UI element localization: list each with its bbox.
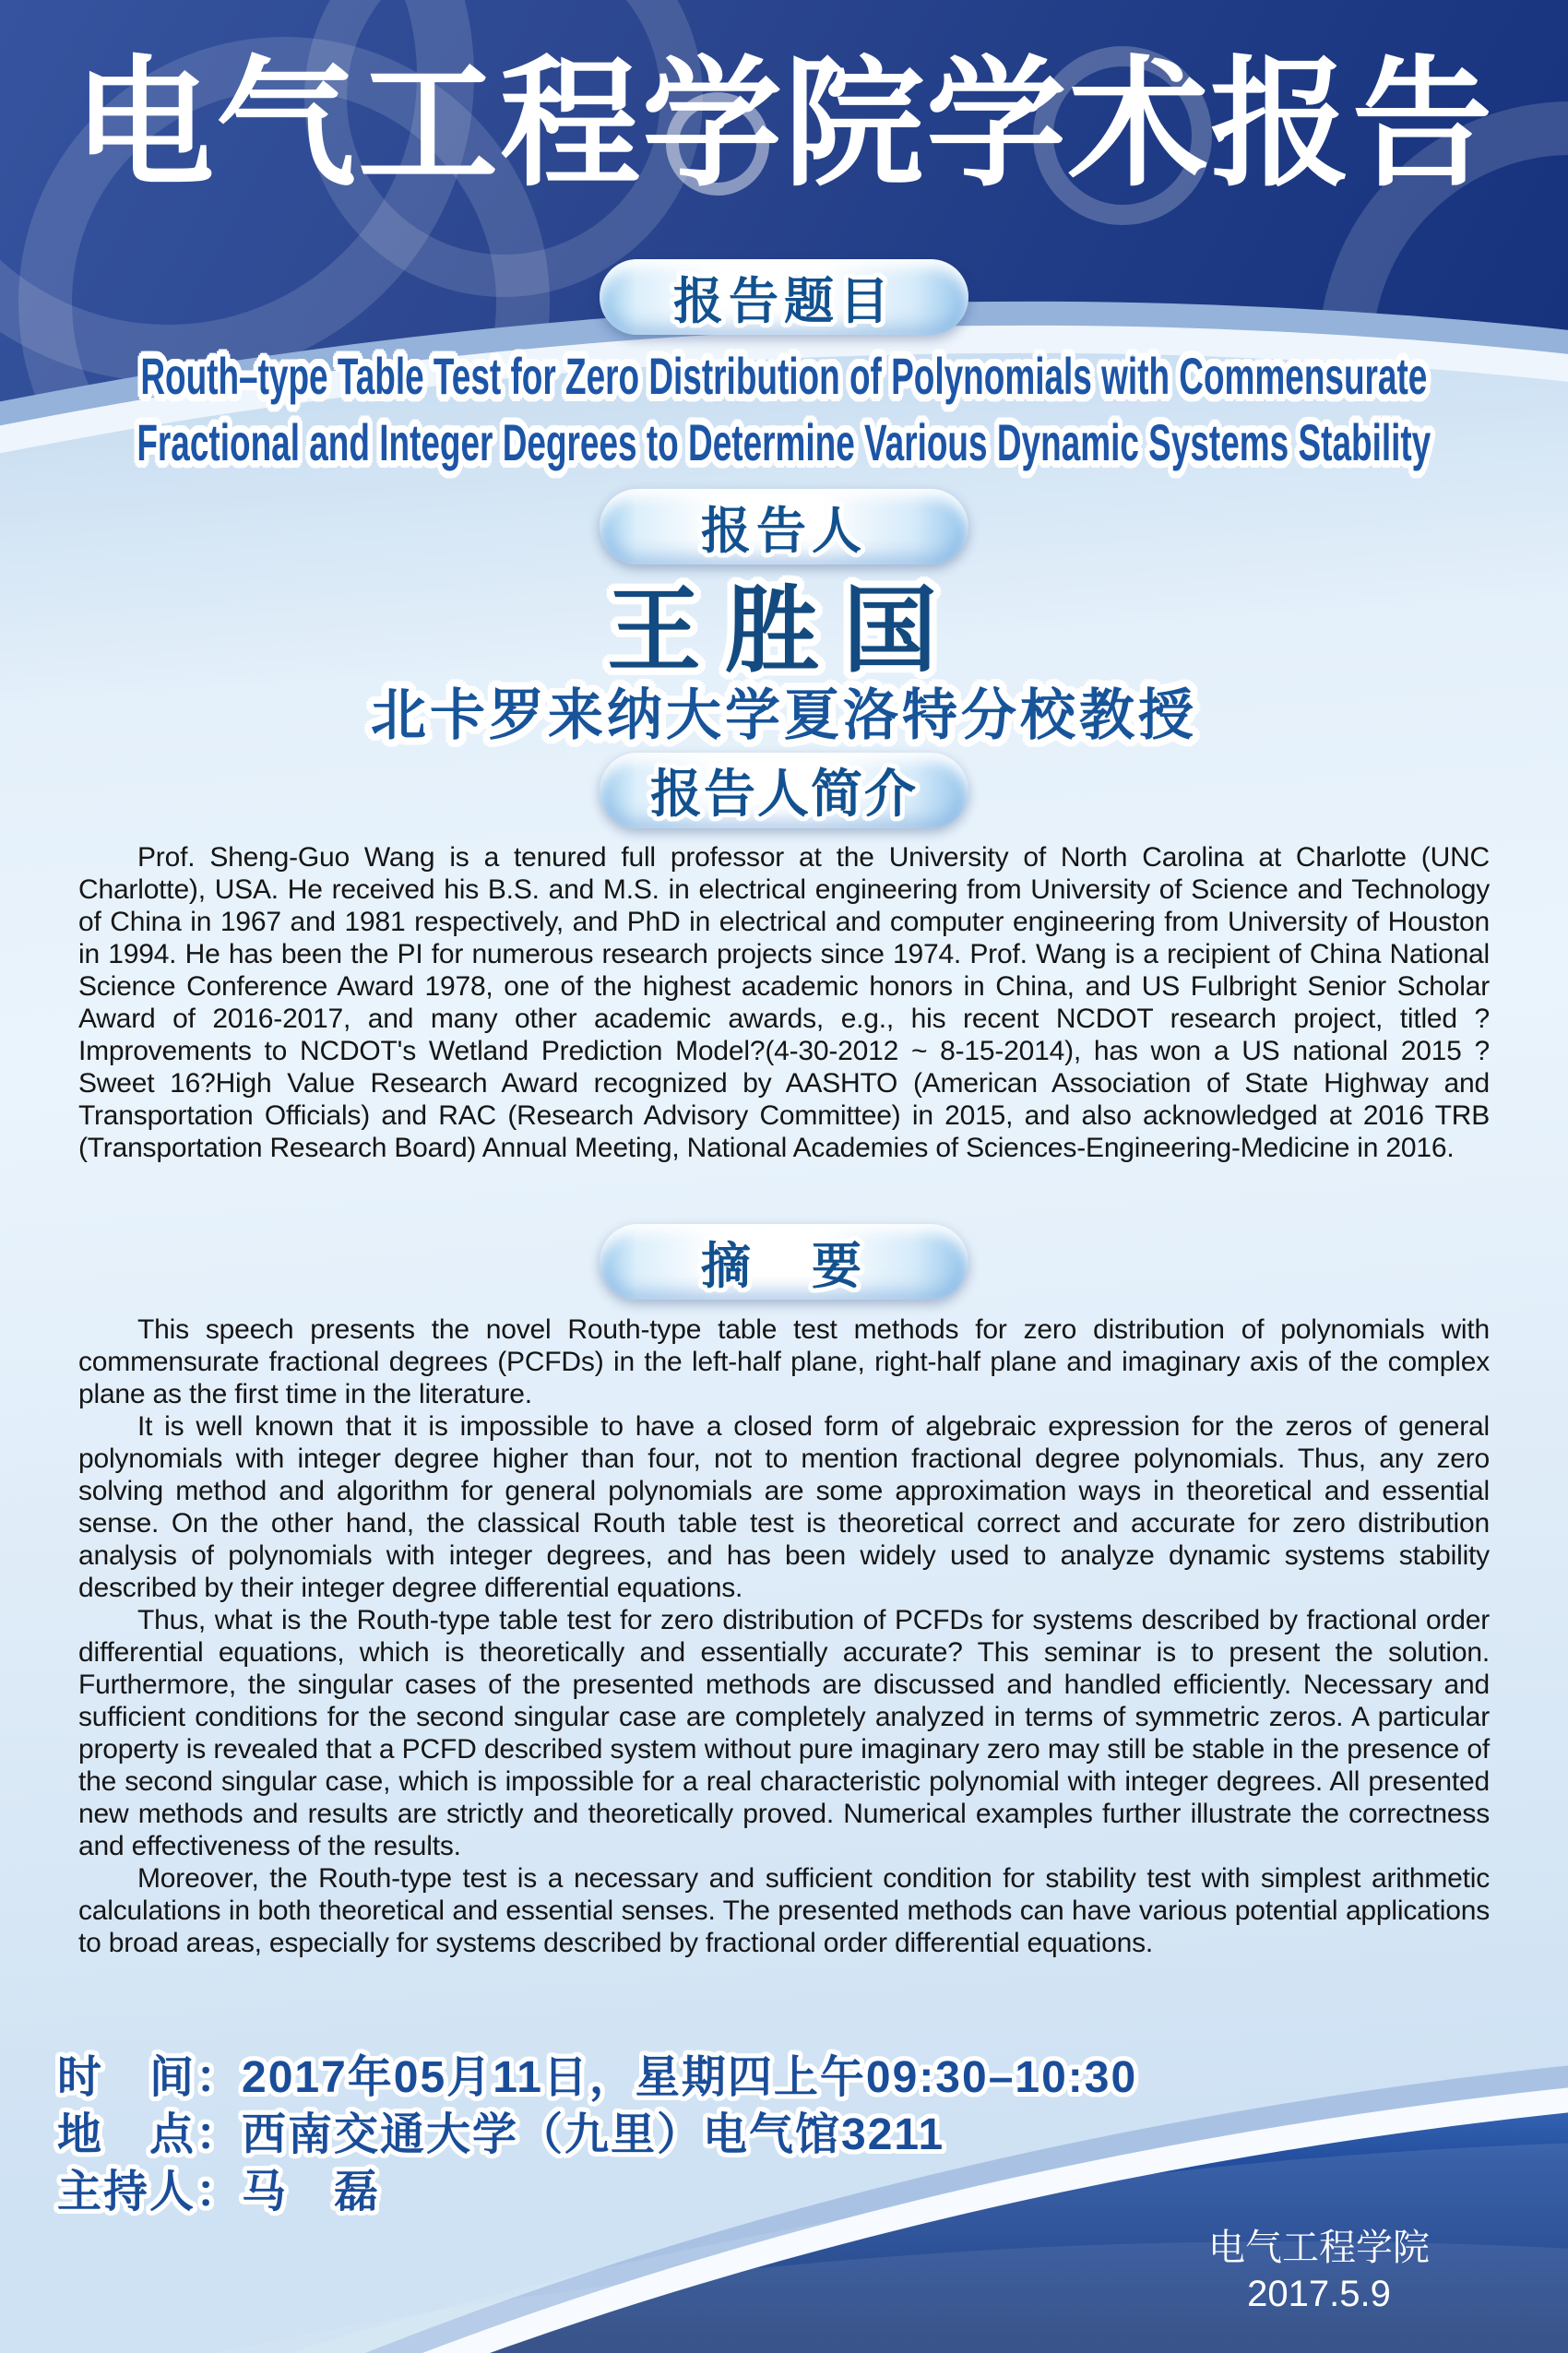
- badge-speaker-bio: [600, 753, 968, 828]
- speaker-bio-text: Prof. Sheng-Guo Wang is a tenured full professor at the University of North Carolina at Charlotte (UNC Charlotte), USA. He received his B.S. and M.S. in electrical engineering from University of Science and Technology of China in 1967 and 1981 respectively, and PhD in electrical and computer engineering from University of Houston in 1994. He has been the PI for numerous research projects since 1974. Prof. Wang is a recipient of China National Science Conference Award 1978, one of the highest academic honors in China, and US Fulbright Senior Scholar Award of 2016-2017, and many other academic awards, e.g., his recent NCDOT research project, titled ?Improvements to NCDOT's Wetland Prediction Model?(4-30-2012 ~ 8-15-2014), has won a US national 2015 ?Sweet 16?High Value Research Award recognized by AASHTO (American Association of State Highway and Transportation Officials) and RAC (Research Advisory Committee) in 2015, and also acknowledged at 2016 TRB (Transportation Research Board) Annual Meeting, National Academies of Sciences-Engineering-Medicine in 2016.: [78, 842, 1490, 1163]
- talk-title: [0, 343, 1568, 476]
- badge-abstract: [600, 1224, 968, 1300]
- footer-date: 2017.5.9: [1247, 2274, 1391, 2314]
- speaker-affiliation: 北卡罗来纳大学夏洛特分校教授: [371, 684, 1197, 746]
- event-venue-row: [57, 2107, 1137, 2164]
- event-host-row: [57, 2164, 1137, 2221]
- abstract-paragraph: This speech presents the novel Routh-type table test methods for zero distribution of polynomials with commensurate fractional degrees (PCFDs) in the left-half plane, right-half plane and imaginary axis of the complex plane as the first time in the literature.: [78, 1314, 1490, 1409]
- badge-abstract-label: 摘 要: [701, 1238, 867, 1294]
- event-host-value: 马 磊: [242, 2168, 381, 2216]
- event-venue-value: 西南交通大学（九里）电气馆3211: [242, 2110, 945, 2159]
- event-time-value: 2017年05月11日，星期四上午09:30–10:30: [242, 2053, 1138, 2102]
- footer-credit: [1088, 2225, 1550, 2317]
- badge-speaker: [600, 489, 968, 564]
- event-venue-label: 地 点：: [57, 2110, 243, 2159]
- footer-organization: 电气工程学院: [1208, 2228, 1430, 2268]
- badge-speaker-label: 报告人: [701, 503, 867, 559]
- badge-speaker-bio-label: 报告人简介: [650, 765, 918, 823]
- badge-report-title: [600, 259, 968, 335]
- abstract-paragraph: Thus, what is the Routh-type table test for zero distribution of PCFDs for systems described by fractional order differential equations, which is theoretically and essentially accurate? This seminar is to present the solution. Furthermore, the singular cases of the presented methods are discussed and handled efficiently. Necessary and sufficient conditions for the second singular case are completely analyzed in terms of symmetric zeros. A particular property is revealed that a PCFD described system without pure imaginary zero may still be stable in the presence of the second singular case, which is impossible for a real characteristic polynomial with integer degrees. All presented new methods and results are strictly and theoretically proved. Numerical examples further illustrate the correctness and effectiveness of the results.: [78, 1605, 1490, 1861]
- page-title: 电气工程学院学术报告: [74, 46, 1494, 203]
- event-time-label: 时 间：: [57, 2053, 243, 2102]
- badge-report-title-label: 报告题目: [673, 273, 895, 329]
- event-time-row: [57, 2050, 1137, 2107]
- talk-title-line-2: Fractional and Integer Degrees to Determine Various Dynamic Systems Stability: [137, 413, 1431, 471]
- abstract-paragraph: It is well known that it is impossible to have a closed form of algebraic expression for the zeros of general polynomials with integer degree higher than four, not to mention fractional degree polynomials. Thus, any zero solving method and algorithm for general polynomials are some approximation ways in theoretical and essential sense. On the other hand, the classical Routh table test is theoretical correct and accurate for zero distribution analysis of polynomials with integer degrees, and has been widely used to analyze dynamic systems stability described by their integer degree differential equations.: [78, 1411, 1490, 1603]
- talk-title-line-1: Routh–type Table Test for Zero Distribution of Polynomials with Commensurate: [140, 347, 1428, 405]
- abstract-text: [78, 1313, 1490, 1959]
- event-host-label: 主持人：: [57, 2168, 243, 2216]
- abstract-paragraph: Moreover, the Routh-type test is a necessary and sufficient condition for stability test with simplest arithmetic calculations in both theoretical and essential senses. The presented methods can have various potential applications to broad areas, especially for systems described by fractional order differential equations.: [78, 1863, 1490, 1958]
- speaker-name: 王胜国: [607, 578, 961, 683]
- event-info: [57, 2050, 1137, 2221]
